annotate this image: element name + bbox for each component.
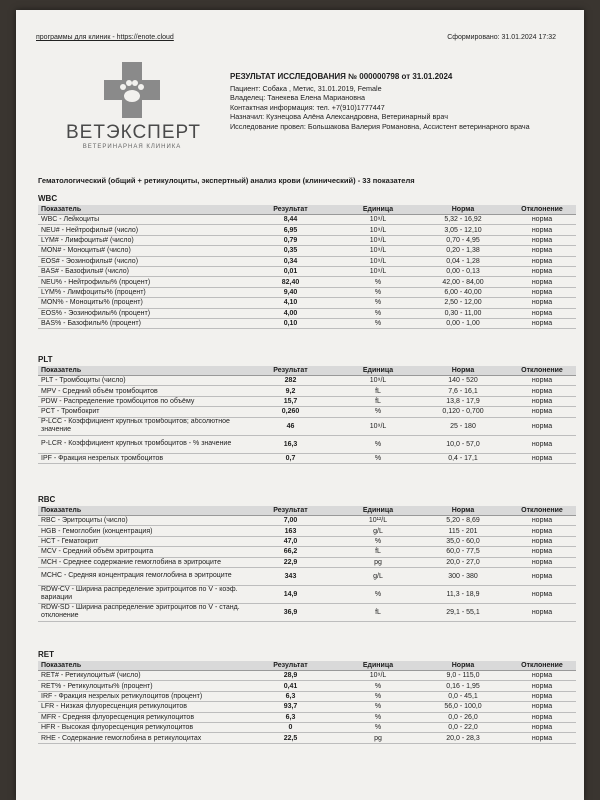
results-table (38, 506, 576, 622)
parameter-cell: MCHC - Средняя концентрация гемоглобина в эритроците (38, 567, 243, 585)
table-row (38, 277, 576, 287)
result-cell: 66,2 (243, 547, 338, 557)
table-row (38, 417, 576, 435)
table-row (38, 376, 576, 386)
section-name: PLT (38, 355, 53, 364)
unit-cell: fL (338, 396, 418, 406)
parameter-cell: RBC - Эритроциты (число) (38, 516, 243, 526)
parameter-cell: NEU% - Нейтрофилы% (процент) (38, 277, 243, 287)
parameter-cell: LYM% - Лимфоциты% (процент) (38, 287, 243, 297)
result-cell: 15,7 (243, 396, 338, 406)
result-cell: 22,9 (243, 557, 338, 567)
norm-cell: 0,0 - 26,0 (418, 712, 508, 722)
software-link[interactable]: программы для клиник - https://enote.cloud (36, 34, 174, 41)
table-row (38, 225, 576, 235)
deviation-cell: норма (508, 516, 576, 526)
table-row (38, 256, 576, 266)
result-cell: 0,10 (243, 318, 338, 328)
norm-cell: 140 - 520 (418, 376, 508, 386)
result-cell: 0,79 (243, 235, 338, 245)
column-header: Результат (243, 205, 338, 215)
deviation-cell: норма (508, 256, 576, 266)
unit-cell: 10⁹/L (338, 376, 418, 386)
result-cell: 0,34 (243, 256, 338, 266)
column-header: Отклонение (508, 661, 576, 671)
result-cell: 9,2 (243, 386, 338, 396)
parameter-cell: MCV - Средний объём эритроцита (38, 547, 243, 557)
report-header (230, 72, 574, 131)
deviation-cell: норма (508, 567, 576, 585)
parameter-cell: RDW-CV - Ширина распределение эритроцитов по V - коэф. вариации (38, 585, 243, 603)
unit-cell: % (338, 435, 418, 453)
deviation-cell: норма (508, 277, 576, 287)
result-cell: 6,3 (243, 691, 338, 701)
result-cell: 163 (243, 526, 338, 536)
clinic-subtitle: ВЕТЕРИНАРНАЯ КЛИНИКА (82, 144, 182, 150)
norm-cell: 0,120 - 0,700 (418, 407, 508, 417)
result-cell: 0,260 (243, 407, 338, 417)
unit-cell: % (338, 453, 418, 463)
table-row (38, 733, 576, 743)
table-row (38, 453, 576, 463)
table-row (38, 396, 576, 406)
clinic-brand: ВЕТЭКСПЕРТ (66, 122, 201, 143)
unit-cell: 10¹²/L (338, 516, 418, 526)
parameter-cell: RHE - Содержание гемоглобина в ретикулоцитах (38, 733, 243, 743)
deviation-cell: норма (508, 235, 576, 245)
deviation-cell: норма (508, 681, 576, 691)
unit-cell: pg (338, 557, 418, 567)
norm-cell: 0,00 - 0,13 (418, 266, 508, 276)
table-row (38, 318, 576, 328)
column-header: Единица (338, 661, 418, 671)
deviation-cell: норма (508, 308, 576, 318)
result-cell: 6,3 (243, 712, 338, 722)
unit-cell: % (338, 702, 418, 712)
parameter-cell: RET# - Ретикулоциты# (число) (38, 671, 243, 681)
table-row (38, 386, 576, 396)
deviation-cell: норма (508, 712, 576, 722)
table-row (38, 585, 576, 603)
section-ret (38, 650, 564, 744)
deviation-cell: норма (508, 407, 576, 417)
deviation-cell: норма (508, 376, 576, 386)
section-plt (38, 355, 564, 464)
deviation-cell: норма (508, 298, 576, 308)
parameter-cell: HFR - Высокая флуоресценция ретикулоцитов (38, 722, 243, 732)
norm-cell: 0,04 - 1,28 (418, 256, 508, 266)
parameter-cell: PDW - Распределение тромбоцитов по объёму (38, 396, 243, 406)
table-row (38, 308, 576, 318)
unit-cell: 10⁹/L (338, 671, 418, 681)
norm-cell: 0,0 - 22,0 (418, 722, 508, 732)
deviation-cell: норма (508, 396, 576, 406)
owner-line: Владелец: Танекева Елена Мариановна (230, 93, 365, 102)
norm-cell: 42,00 - 84,00 (418, 277, 508, 287)
column-header: Результат (243, 506, 338, 516)
table-row (38, 691, 576, 701)
unit-cell: % (338, 681, 418, 691)
results-table (38, 205, 576, 329)
unit-cell: fL (338, 386, 418, 396)
norm-cell: 11,3 - 18,9 (418, 585, 508, 603)
deviation-cell: норма (508, 266, 576, 276)
unit-cell: fL (338, 603, 418, 621)
header-row (38, 506, 576, 516)
column-header: Показатель (38, 506, 243, 516)
column-header: Единица (338, 366, 418, 376)
deviation-cell: норма (508, 557, 576, 567)
table-row (38, 246, 576, 256)
norm-cell: 9,0 - 115,0 (418, 671, 508, 681)
table-row (38, 547, 576, 557)
norm-cell: 20,0 - 27,0 (418, 557, 508, 567)
unit-cell: 10⁹/L (338, 266, 418, 276)
unit-cell: % (338, 298, 418, 308)
deviation-cell: норма (508, 225, 576, 235)
column-header: Единица (338, 506, 418, 516)
unit-cell: % (338, 308, 418, 318)
parameter-cell: EOS# - Эозинофилы# (число) (38, 256, 243, 266)
norm-cell: 115 - 201 (418, 526, 508, 536)
column-header: Показатель (38, 366, 243, 376)
norm-cell: 56,0 - 100,0 (418, 702, 508, 712)
table-row (38, 557, 576, 567)
norm-cell: 5,20 - 8,69 (418, 516, 508, 526)
contact-line: Контактная информация: тел. +7(910)1777447 (230, 102, 385, 112)
column-header: Норма (418, 661, 508, 671)
unit-cell: % (338, 536, 418, 546)
table-row (38, 235, 576, 245)
norm-cell: 3,05 - 12,10 (418, 225, 508, 235)
unit-cell: % (338, 712, 418, 722)
deviation-cell: норма (508, 386, 576, 396)
result-cell: 47,0 (243, 536, 338, 546)
parameter-cell: P-LCR - Коэффициент крупных тромбоцитов - % значение (38, 435, 243, 453)
table-row (38, 712, 576, 722)
unit-cell: 10⁹/L (338, 225, 418, 235)
deviation-cell: норма (508, 585, 576, 603)
parameter-cell: PCT - Тромбокрит (38, 407, 243, 417)
result-cell: 282 (243, 376, 338, 386)
deviation-cell: норма (508, 671, 576, 681)
table-row (38, 681, 576, 691)
deviation-cell: норма (508, 287, 576, 297)
deviation-cell: норма (508, 453, 576, 463)
parameter-cell: MFR - Средняя флуоресценция ретикулоцитов (38, 712, 243, 722)
norm-cell: 60,0 - 77,5 (418, 547, 508, 557)
column-header: Единица (338, 205, 418, 215)
section-name: WBC (38, 194, 58, 203)
parameter-cell: IRF - Фракция незрелых ретикулоцитов (процент) (38, 691, 243, 701)
report-title: РЕЗУЛЬТАТ ИССЛЕДОВАНИЯ № 000000798 от 31.01.2024 (230, 72, 453, 81)
parameter-cell: LFR - Низкая флуоресценция ретикулоцитов (38, 702, 243, 712)
unit-cell: 10⁹/L (338, 256, 418, 266)
norm-cell: 300 - 380 (418, 567, 508, 585)
deviation-cell: норма (508, 722, 576, 732)
result-cell: 28,9 (243, 671, 338, 681)
result-cell: 4,00 (243, 308, 338, 318)
header-row (38, 661, 576, 671)
analysis-title: Гематологический (общий + ретикулоциты, экспертный) анализ крови (клинический) - 33 показателя (38, 176, 415, 185)
parameter-cell: EOS% - Эозинофилы% (процент) (38, 308, 243, 318)
result-cell: 9,40 (243, 287, 338, 297)
table-row (38, 536, 576, 546)
result-cell: 6,95 (243, 225, 338, 235)
result-cell: 8,44 (243, 215, 338, 225)
norm-cell: 0,70 - 4,95 (418, 235, 508, 245)
parameter-cell: LYM# - Лимфоциты# (число) (38, 235, 243, 245)
unit-cell: 10⁹/L (338, 246, 418, 256)
unit-cell: % (338, 318, 418, 328)
prescribed-line: Назначил: Кузнецова Алёна Александровна, Ветеринарный врач (230, 112, 448, 121)
table-row (38, 287, 576, 297)
parameter-cell: MCH - Среднее содержание гемоглобина в эритроците (38, 557, 243, 567)
result-cell: 343 (243, 567, 338, 585)
unit-cell: % (338, 277, 418, 287)
result-cell: 4,10 (243, 298, 338, 308)
deviation-cell: норма (508, 733, 576, 743)
result-cell: 0,01 (243, 266, 338, 276)
table-row (38, 603, 576, 621)
unit-cell: % (338, 722, 418, 732)
result-cell: 93,7 (243, 702, 338, 712)
clinic-logo (66, 60, 201, 150)
table-row (38, 526, 576, 536)
table-row (38, 722, 576, 732)
column-header: Норма (418, 366, 508, 376)
result-cell: 46 (243, 417, 338, 435)
column-header: Показатель (38, 661, 243, 671)
deviation-cell: норма (508, 246, 576, 256)
deviation-cell: норма (508, 318, 576, 328)
unit-cell: 10⁹/L (338, 235, 418, 245)
parameter-cell: BAS# - Базофилы# (число) (38, 266, 243, 276)
norm-cell: 10,0 - 57,0 (418, 435, 508, 453)
deviation-cell: норма (508, 536, 576, 546)
result-cell: 16,3 (243, 435, 338, 453)
deviation-cell: норма (508, 215, 576, 225)
table-row (38, 435, 576, 453)
deviation-cell: норма (508, 417, 576, 435)
table-row (38, 702, 576, 712)
results-table (38, 661, 576, 744)
table-row (38, 516, 576, 526)
unit-cell: % (338, 585, 418, 603)
column-header: Показатель (38, 205, 243, 215)
norm-cell: 0,30 - 11,00 (418, 308, 508, 318)
result-cell: 82,40 (243, 277, 338, 287)
table-row (38, 567, 576, 585)
norm-cell: 0,16 - 1,95 (418, 681, 508, 691)
parameter-cell: WBC - Лейкоциты (38, 215, 243, 225)
result-cell: 0,41 (243, 681, 338, 691)
parameter-cell: HCT - Гематокрит (38, 536, 243, 546)
table-row (38, 266, 576, 276)
norm-cell: 0,00 - 1,00 (418, 318, 508, 328)
deviation-cell: норма (508, 435, 576, 453)
deviation-cell: норма (508, 702, 576, 712)
parameter-cell: RET% - Ретикулоциты% (процент) (38, 681, 243, 691)
unit-cell: pg (338, 733, 418, 743)
results-table (38, 366, 576, 464)
result-cell: 0,7 (243, 453, 338, 463)
column-header: Отклонение (508, 506, 576, 516)
norm-cell: 0,0 - 45,1 (418, 691, 508, 701)
unit-cell: % (338, 691, 418, 701)
deviation-cell: норма (508, 547, 576, 557)
parameter-cell: RDW-SD - Ширина распределение эритроцитов по V - станд. отклонение (38, 603, 243, 621)
column-header: Результат (243, 661, 338, 671)
norm-cell: 29,1 - 55,1 (418, 603, 508, 621)
table-row (38, 407, 576, 417)
result-cell: 0 (243, 722, 338, 732)
section-name: RBC (38, 495, 56, 504)
section-wbc (38, 194, 564, 329)
deviation-cell: норма (508, 526, 576, 536)
header-row (38, 205, 576, 215)
norm-cell: 2,50 - 12,00 (418, 298, 508, 308)
unit-cell: g/L (338, 567, 418, 585)
unit-cell: % (338, 287, 418, 297)
result-cell: 0,35 (243, 246, 338, 256)
lab-report-page (16, 10, 584, 800)
table-row (38, 671, 576, 681)
parameter-cell: P-LCC - Коэффициент крупных тромбоцитов; абсолютное значение (38, 417, 243, 435)
table-row (38, 298, 576, 308)
generated-timestamp: Сформировано: 31.01.2024 17:32 (447, 34, 556, 41)
section-rbc (38, 495, 564, 622)
parameter-cell: BAS% - Базофилы% (процент) (38, 318, 243, 328)
cross-paw-icon (102, 60, 162, 120)
parameter-cell: NEU# - Нейтрофилы# (число) (38, 225, 243, 235)
parameter-cell: HGB - Гемоглобин (концентрация) (38, 526, 243, 536)
header-row (38, 366, 576, 376)
unit-cell: 10⁹/L (338, 215, 418, 225)
norm-cell: 0,20 - 1,38 (418, 246, 508, 256)
parameter-cell: MON% - Моноциты% (процент) (38, 298, 243, 308)
result-cell: 14,9 (243, 585, 338, 603)
column-header: Отклонение (508, 366, 576, 376)
parameter-cell: IPF - Фракция незрелых тромбоцитов (38, 453, 243, 463)
performed-line: Исследование провел: Большакова Валерия Романовна, Ассистент ветеринарного врача (230, 121, 530, 131)
norm-cell: 20,0 - 28,3 (418, 733, 508, 743)
unit-cell: g/L (338, 526, 418, 536)
column-header: Норма (418, 205, 508, 215)
norm-cell: 35,0 - 60,0 (418, 536, 508, 546)
norm-cell: 6,00 - 40,00 (418, 287, 508, 297)
parameter-cell: PLT - Тромбоциты (число) (38, 376, 243, 386)
unit-cell: fL (338, 547, 418, 557)
table-row (38, 215, 576, 225)
norm-cell: 5,32 - 16,92 (418, 215, 508, 225)
patient-line: Пациент: Собака , Метис, 31.01.2019, Female (230, 83, 382, 93)
unit-cell: 10⁹/L (338, 417, 418, 435)
parameter-cell: MPV - Средний объём тромбоцитов (38, 386, 243, 396)
result-cell: 7,00 (243, 516, 338, 526)
column-header: Норма (418, 506, 508, 516)
parameter-cell: MON# - Моноциты# (число) (38, 246, 243, 256)
norm-cell: 13,8 - 17,9 (418, 396, 508, 406)
unit-cell: % (338, 407, 418, 417)
result-cell: 22,5 (243, 733, 338, 743)
section-name: RET (38, 650, 54, 659)
norm-cell: 0,4 - 17,1 (418, 453, 508, 463)
deviation-cell: норма (508, 691, 576, 701)
deviation-cell: норма (508, 603, 576, 621)
norm-cell: 25 - 180 (418, 417, 508, 435)
norm-cell: 7,6 - 16,1 (418, 386, 508, 396)
column-header: Результат (243, 366, 338, 376)
result-cell: 36,9 (243, 603, 338, 621)
column-header: Отклонение (508, 205, 576, 215)
